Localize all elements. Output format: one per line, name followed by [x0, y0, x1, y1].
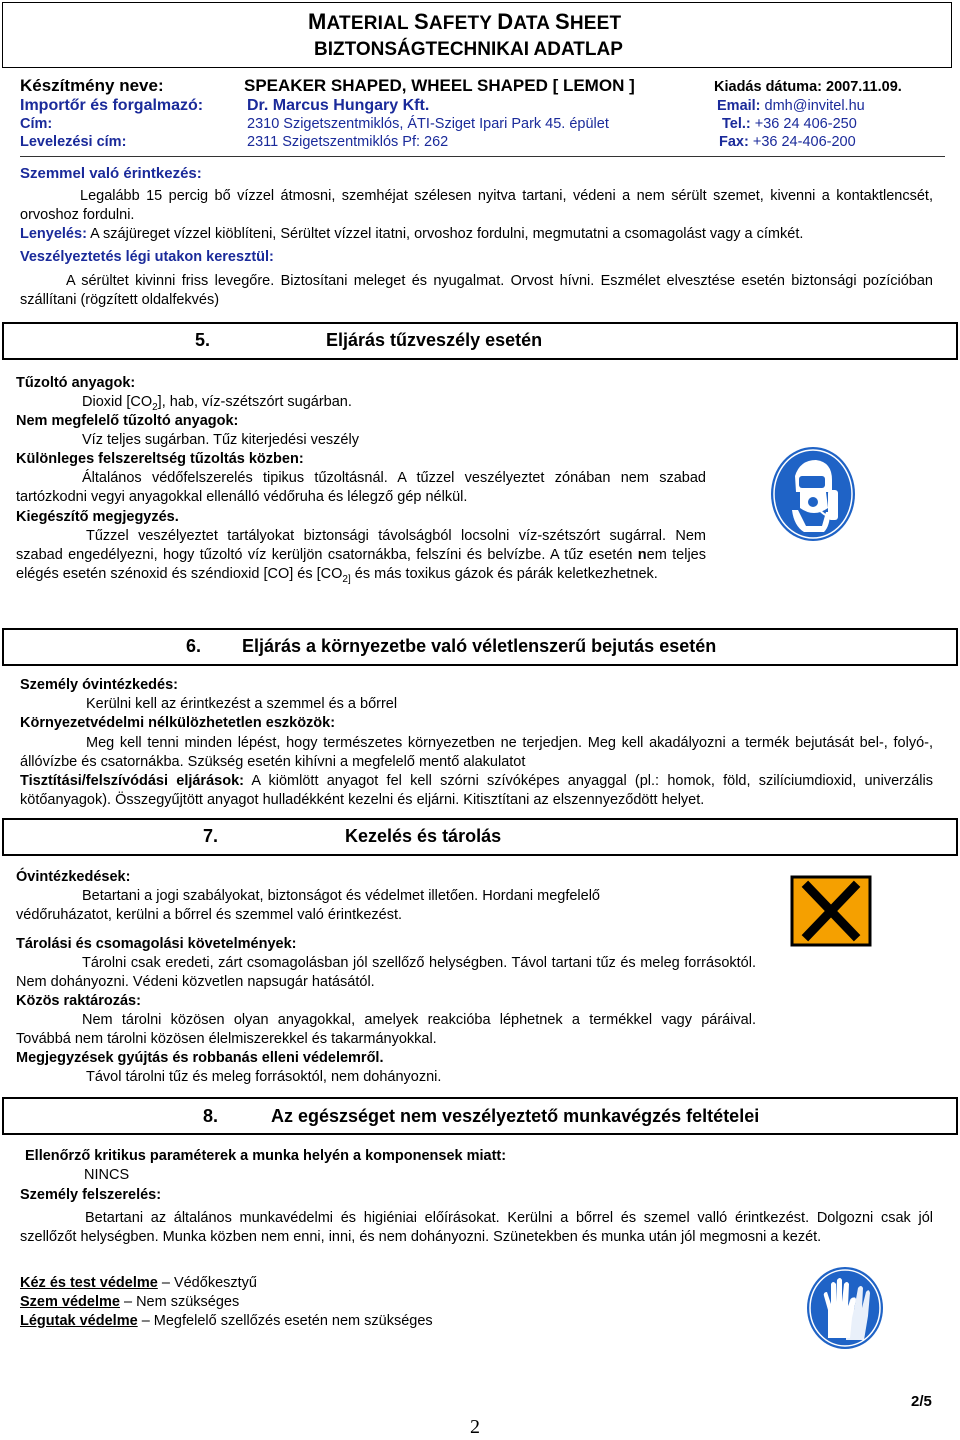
- email: Email: dmh@invitel.hu: [717, 98, 865, 114]
- cleanup-text: Tisztítási/felszívódási eljárások: A kiömlött anyagot fel kell szórni szívóképes anyaggal (pl.: homok, föld, szilíciumdioxid, univerzális kötőanyagok). Összegyűjtött anyagot hulladékként kezelni és eljárni. Kitisztítani az elszennyeződött helyet.: [20, 773, 933, 808]
- header-rule: [20, 156, 945, 157]
- mail-address-label: Levelezési cím:: [20, 134, 127, 150]
- co-storage-heading: Közös raktározás:: [16, 993, 141, 1009]
- respiratory-protection: Légutak védelme – Megfelelő szellőzés esetén nem szükséges: [20, 1313, 433, 1329]
- eye-contact-heading: Szemmel való érintkezés:: [20, 165, 202, 182]
- storage-text: Tárolni csak eredeti, zárt csomagolásban jól szellőző helységben. Távol tartani tűz és meleg forrásoktól. Nem dohányozni. Védeni közvetlen napsugár hatásától.: [16, 955, 756, 990]
- mail-address-value: 2311 Szigetszentmiklós Pf: 262: [247, 134, 449, 150]
- hand-protection: Kéz és test védelme – Védőkesztyű: [20, 1275, 257, 1291]
- ppe-heading: Személy felszerelés:: [20, 1187, 162, 1203]
- inhalation-heading: Veszélyeztetés légi utakon keresztül:: [20, 249, 274, 265]
- special-equipment-heading: Különleges felszereltség tűzoltás közben:: [16, 451, 304, 467]
- importer-name: Dr. Marcus Hungary Kft.: [247, 97, 430, 114]
- personal-precaution-text: Kerülni kell az érintkezést a szemmel és a bőrrel: [86, 696, 398, 712]
- storage-heading: Tárolási és csomagolási követelmények:: [16, 936, 297, 952]
- environmental-text: Meg kell tenni minden lépést, hogy természetes környezetben ne terjedjen. Meg kell akadályozni a termék bejutását bel-, folyó-, állóvízbe és csatornákba. Szükség esetén kihívni a megfelelő mentő alakulatot: [20, 735, 933, 770]
- eye-protection: Szem védelme – Nem szükséges: [20, 1294, 240, 1310]
- critical-parameters-heading: Ellenőrző kritikus paraméterek a munka helyén a komponensek miatt:: [25, 1148, 507, 1164]
- fire-protection-text: Távol tárolni tűz és meleg forrásoktól, nem dohányozni.: [86, 1069, 442, 1085]
- unsuitable-text: Víz teljes sugárban. Tűz kiterjedési veszély: [82, 432, 359, 448]
- phone: Tel.: +36 24 406-250: [722, 116, 857, 132]
- respirator-mandatory-icon: [770, 446, 856, 542]
- fire-protection-heading: Megjegyzések gyújtás és robbanás elleni védelemről.: [16, 1050, 384, 1066]
- section-8-title: Az egészséget nem veszélyeztető munkavégzés feltételei: [271, 1106, 760, 1126]
- harmful-x-hazard-icon: [790, 875, 872, 947]
- fax: Fax: +36 24-406-200: [719, 134, 856, 150]
- document-title: MATERIAL SAFETY DATA SHEET: [308, 9, 622, 34]
- product-label: Készítmény neve:: [20, 76, 164, 95]
- section-5-title: Eljárás tűzveszély esetén: [326, 330, 543, 350]
- address-label: Cím:: [20, 116, 53, 132]
- extinguishing-heading: Tűzoltó anyagok:: [16, 375, 136, 391]
- gloves-mandatory-icon: [806, 1266, 884, 1350]
- extinguishing-text: Dioxid $[CO_2]$, hab, víz-szétszórt sugárban.: [82, 394, 352, 413]
- page-number: 2: [470, 1416, 480, 1438]
- issue-date: Kiadás dátuma: 2007.11.09.: [714, 79, 902, 95]
- ppe-text: Betartani az általános munkavédelmi és higiéniai előírásokat. Kerülni a bőrrel és szemel valló érintkezést. Dolgozni csak jól szellőzőt helységben. Munka közben nem enni, inni, és nem dohányozni. Szünetekben és munka után jól megmosni a kezét.: [20, 1210, 933, 1245]
- unsuitable-heading: Nem megfelelő tűzoltó anyagok:: [16, 413, 239, 429]
- critical-parameters-value: NINCS: [84, 1167, 130, 1183]
- additional-note-text: Tűzzel veszélyeztet tartályokat biztonsági távolságból locsolni víz-szétszórt sugárral. Nem szabad engedélyezni, hogy tűzoltó víz kerüljön csatornákba, felszíni és belvízbe. A tűz esetén nem teljes elégés esetén szénoxid és széndioxid [CO] és [$CO_{2]}$ és más toxikus gázok és párák keletkezhetnek.: [16, 528, 706, 585]
- additional-note-heading: Kiegészítő megjegyzés.: [16, 509, 179, 525]
- personal-precaution-heading: Személy óvintézkedés:: [20, 677, 178, 693]
- section-5-number: 5.: [195, 330, 211, 350]
- environmental-heading: Környezetvédelmi nélkülözhetetlen eszközök:: [20, 715, 336, 731]
- co-storage-text: Nem tárolni közösen olyan anyagokkal, amelyek reakcióba léphetnek a termékkel vagy páráival. Továbbá nem tárolni közösen élelmiszerekkel és takarmányokkal.: [16, 1012, 756, 1047]
- precautions-text: Betartani a jogi szabályokat, biztonságot és védelmet illetően. Hordani megfelelő védőruházatot, kerülni a bőrrel és szemmel való érintkezést.: [16, 888, 600, 923]
- address-value: 2310 Szigetszentmiklós, ÁTI-Sziget Ipari Park 45. épület: [247, 116, 609, 132]
- document-subtitle: BIZTONSÁGTECHNIKAI ADATLAP: [314, 39, 623, 60]
- page-of-total: 2/5: [911, 1393, 932, 1410]
- precautions-heading: Óvintézkedések:: [16, 869, 131, 885]
- product-name: SPEAKER SHAPED, WHEEL SHAPED [ LEMON ]: [244, 76, 635, 95]
- section-7-title: Kezelés és tárolás: [345, 826, 502, 846]
- inhalation-text: A sérültet kivinni friss levegőre. Biztosítani meleget és nyugalmat. Orvost hívni. Eszmélet elvesztése esetén biztonsági pozícióban szállítani (rögzített oldalfekvés): [20, 273, 933, 308]
- section-6-number: 6.: [186, 636, 202, 656]
- section-6-title: Eljárás a környezetbe való véletlenszerű bejutás esetén: [242, 636, 717, 656]
- eye-contact-text: Legalább 15 percig bő vízzel átmosni, szemhéjat szélesen nyitva tartani, védeni a nem sérült szemet, kivenni a kontaktlencsét, orvoshoz fordulni.: [20, 188, 933, 223]
- special-equipment-text: Általános védőfelszerelés tipikus tűzoltásnál. A tűzzel veszélyeztet zónában nem szabad tartózkodni vegyi anyagokkal ellenálló védőruha és lélegző gép nélkül.: [16, 470, 706, 505]
- section-7-number: 7.: [203, 826, 219, 846]
- swallowing-text: Lenyelés: A szájüreget vízzel kiöblíteni, Sérültet vízzel itatni, orvoshoz fordulni, megmutatni a csomagolást vagy a címkét.: [20, 226, 804, 242]
- importer-label: Importőr és forgalmazó:: [20, 97, 204, 114]
- section-8-number: 8.: [203, 1106, 219, 1126]
